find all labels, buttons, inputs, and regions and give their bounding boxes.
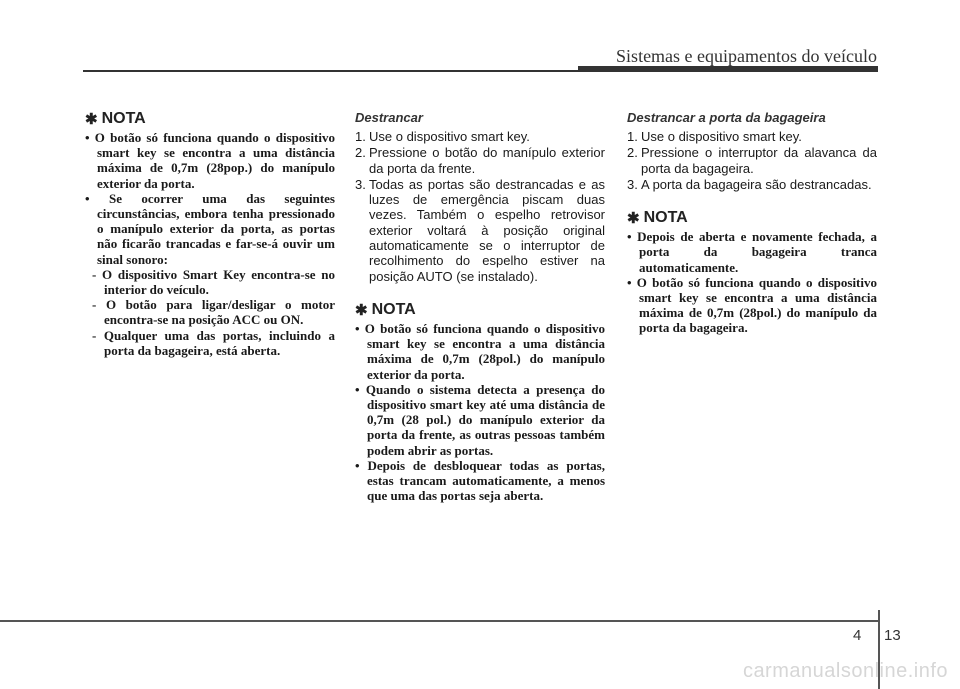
- nota-list: [355, 321, 605, 503]
- step-text: A porta da bagageira são destrancadas.: [641, 176, 872, 192]
- column-3: [627, 110, 877, 336]
- page-number: 13: [884, 627, 901, 644]
- chapter-number: 4: [853, 627, 862, 644]
- step-text: Use o dispositivo smart key.: [369, 129, 530, 144]
- nota-item: • Depois de desbloquear todas as portas, estas trancam automaticamente, a menos que uma das portas seja aberta.: [355, 458, 605, 504]
- step-number: 3.: [355, 176, 366, 192]
- step-item: [627, 145, 877, 176]
- watermark: carmanualsonline.info: [742, 660, 948, 682]
- steps-list: [627, 129, 877, 192]
- step-text: Pressione o interruptor da alavanca da porta da bagageira.: [641, 145, 877, 176]
- nota-sub-list: [85, 267, 335, 358]
- nota-label: NOTA: [643, 209, 688, 227]
- nota-label: NOTA: [371, 300, 416, 318]
- step-text: Use o dispositivo smart key.: [641, 129, 802, 144]
- nota-list: [85, 130, 335, 267]
- step-item: [355, 177, 605, 284]
- nota-label: NOTA: [101, 110, 146, 127]
- footer-rule: [0, 620, 878, 622]
- nota-item: • Quando o sistema detecta a presença do dispositivo smart key até uma distância de 0,7m (28 pol.) do manípulo exterior da porta da frente, as outras pessoas também podem abrir as portas.: [355, 382, 605, 458]
- nota-list: [627, 229, 877, 335]
- note-star-icon: ✱: [85, 111, 98, 128]
- step-item: [627, 177, 877, 192]
- nota-heading: [627, 209, 877, 227]
- nota-item: • Depois de aberta e novamente fechada, a porta da bagageira tranca automaticamente.: [627, 229, 877, 275]
- nota-item: • Se ocorrer uma das seguintes circunstâncias, embora tenha pressionado o manípulo exterior da porta, as portas não ficarão trancadas e far-se-á ouvir um sinal sonoro:: [85, 191, 335, 267]
- nota-item: • O botão só funciona quando o dispositivo smart key se encontra a uma distância máxima de 0,7m (28pol.) do manípulo exterior da porta.: [355, 321, 605, 382]
- section-heading-bagageira: Destrancar a porta da bagageira: [627, 110, 826, 125]
- header-rule-accent: [578, 66, 878, 72]
- section-title: Sistemas e equipamentos do veículo: [616, 46, 877, 66]
- column-1: [85, 110, 335, 358]
- nota-heading: [355, 301, 605, 319]
- step-number: 1.: [627, 129, 638, 144]
- step-number: 2.: [627, 145, 638, 161]
- section-heading-destrancar: Destrancar: [355, 110, 423, 125]
- nota-item: • O botão só funciona quando o dispositivo smart key se encontra a uma distância máxima de 0,7m (28pol.) do manípulo da porta da bagageira.: [627, 275, 877, 336]
- step-item: [355, 145, 605, 176]
- step-item: [355, 129, 605, 144]
- nota-item: • O botão só funciona quando o dispositivo smart key se encontra a uma distância máxima de 0,7m (28pop.) do manípulo exterior da porta.: [85, 130, 335, 191]
- note-star-icon: ✱: [627, 210, 640, 228]
- nota-sub-item: - O dispositivo Smart Key encontra-se no interior do veículo.: [85, 267, 335, 297]
- step-text: Pressione o botão do manípulo exterior da porta da frente.: [369, 145, 605, 176]
- nota-sub-item: - O botão para ligar/desligar o motor encontra-se na posição ACC ou ON.: [85, 297, 335, 327]
- step-number: 2.: [355, 145, 366, 161]
- column-2: [355, 110, 605, 503]
- step-item: [627, 129, 877, 144]
- steps-list: [355, 129, 605, 284]
- step-number: 1.: [355, 129, 366, 144]
- nota-heading: [85, 110, 335, 128]
- nota-sub-item: - Qualquer uma das portas, incluindo a porta da bagageira, está aberta.: [85, 328, 335, 358]
- note-star-icon: ✱: [355, 301, 368, 319]
- step-number: 3.: [627, 176, 638, 192]
- step-text: Todas as portas são destrancadas e as luzes de emergência piscam duas vezes. Também o espelho retrovisor exterior voltará à posição original automaticamente se o interruptor de recolhimento do espelho estiver na posição AUTO (se instalado).: [369, 176, 605, 284]
